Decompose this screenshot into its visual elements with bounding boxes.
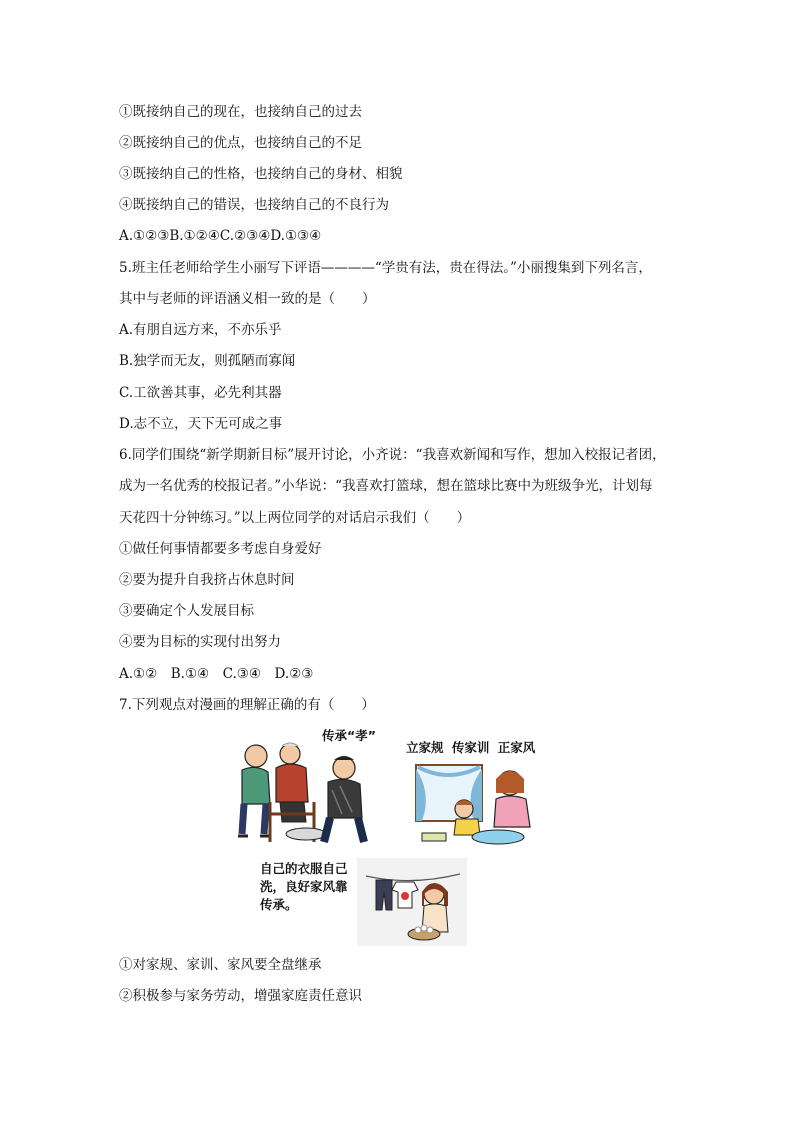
question-6-stem: 6.同学们围绕“新学期新目标”展开讨论，小齐说：“我喜欢新闻和写作，想加入校报记者团， — [119, 447, 666, 463]
question-5-stem: 5.班主任老师给学生小丽写下评语————“学贵有法，贵在得法。”小丽搜集到下列名言， — [119, 260, 652, 276]
option-4: ④既接纳自己的错误，也接纳自己的不良行为 — [119, 197, 389, 213]
q5-choice-c: C.工欲善其事，必先利其器 — [119, 385, 282, 401]
q5-choice-b: B.独学而无友，则孤陋而寡闻 — [119, 353, 296, 369]
comic-panel-mother-child — [412, 763, 546, 847]
comic-caption-laundry-2: 洗，良好家风靠 — [260, 879, 348, 894]
answer-choices-4: A.①②③B.①②④C.②③④D.①③④ — [119, 228, 322, 244]
q6-option-2: ②要为提升自我挤占休息时间 — [119, 572, 295, 588]
q6-answer-choices: A.①② B.①④ C.③④ D.②③ — [119, 666, 314, 682]
q6-option-1: ①做任何事情都要多考虑自身爱好 — [119, 541, 322, 557]
comic-caption-laundry-3: 传承。 — [260, 897, 298, 912]
q7-option-2: ②积极参与家务劳动，增强家庭责任意识 — [119, 988, 362, 1004]
comic-caption-laundry-1: 自己的衣服自己 — [260, 861, 348, 876]
comic-caption-filial: 传承“孝” — [322, 728, 376, 743]
q5-choice-d: D.志不立，天下无可成之事 — [119, 416, 283, 432]
question-5-stem-cont: 其中与老师的评语涵义相一致的是（ ） — [119, 291, 376, 307]
option-2: ②既接纳自己的优点，也接纳自己的不足 — [119, 135, 362, 151]
question-6-stem-cont2: 天花四十分钟练习。”以上两位同学的对话启示我们（ ） — [119, 510, 471, 526]
q7-option-1: ①对家规、家训、家风要全盘继承 — [119, 957, 322, 973]
comic-panel-laundry — [362, 862, 464, 944]
q5-choice-a: A.有朋自远方来，不亦乐乎 — [119, 322, 282, 338]
comic-caption-family-rules: 立家规 传家训 正家风 — [406, 740, 536, 755]
question-7-stem: 7.下列观点对漫画的理解正确的有（ ） — [119, 697, 375, 713]
option-1: ①既接纳自己的现在，也接纳自己的过去 — [119, 104, 362, 120]
q6-option-4: ④要为目标的实现付出努力 — [119, 634, 281, 650]
comic-panel-foot-washing — [228, 742, 376, 848]
option-3: ③既接纳自己的性格，也接纳自己的身材、相貌 — [119, 166, 403, 182]
q6-option-3: ③要确定个人发展目标 — [119, 603, 254, 619]
question-6-stem-cont1: 成为一名优秀的校报记者。”小华说：“我喜欢打篮球，想在篮球比赛中为班级争光，计划每 — [119, 478, 653, 494]
